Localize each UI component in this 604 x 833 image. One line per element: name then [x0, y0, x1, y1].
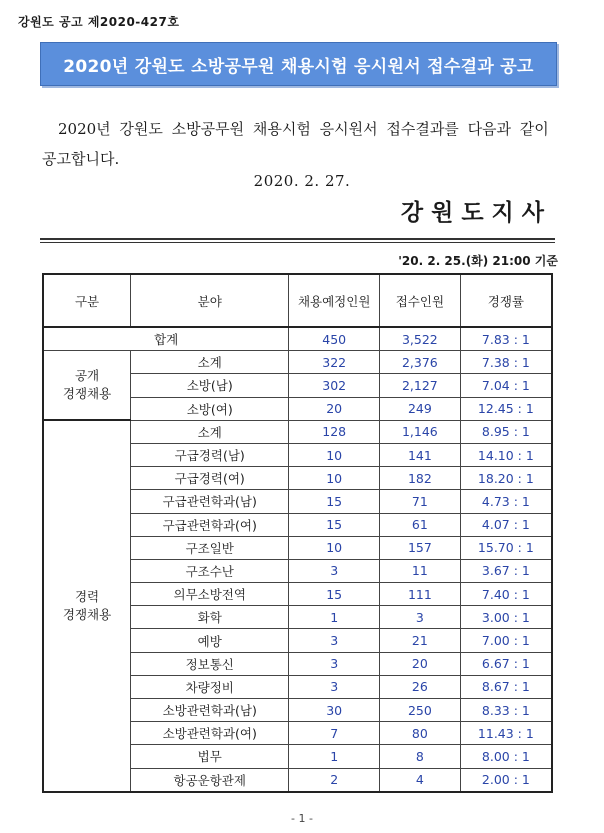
ratio-cell: 8.00 : 1	[460, 745, 552, 768]
applied-cell: 11	[380, 559, 461, 582]
header-applied: 접수인원	[380, 274, 461, 327]
planned-cell: 10	[289, 467, 380, 490]
ratio-cell: 7.04 : 1	[460, 374, 552, 397]
planned-cell: 1	[289, 606, 380, 629]
field-cell: 구급관련학과(남)	[131, 490, 289, 513]
planned-cell: 20	[289, 397, 380, 420]
field-cell: 법무	[131, 745, 289, 768]
ratio-cell: 12.45 : 1	[460, 397, 552, 420]
planned-cell: 128	[289, 420, 380, 443]
planned-cell: 15	[289, 583, 380, 606]
applied-cell: 182	[380, 467, 461, 490]
field-cell: 정보통신	[131, 652, 289, 675]
field-cell: 소계	[131, 420, 289, 443]
applied-cell: 80	[380, 722, 461, 745]
notice-date: 2020. 2. 27.	[253, 172, 351, 190]
ratio-cell: 14.10 : 1	[460, 443, 552, 466]
total-row	[43, 327, 552, 351]
planned-cell: 3	[289, 559, 380, 582]
ratio-cell: 8.67 : 1	[460, 675, 552, 698]
field-cell: 예방	[131, 629, 289, 652]
header-ratio: 경쟁률	[460, 274, 552, 327]
planned-cell: 15	[289, 490, 380, 513]
planned-cell: 3	[289, 652, 380, 675]
ratio-cell: 7.38 : 1	[460, 351, 552, 374]
ratio-cell: 3.67 : 1	[460, 559, 552, 582]
field-cell: 소방(여)	[131, 397, 289, 420]
issuer-name: 강원도지사	[400, 199, 552, 226]
planned-cell: 2	[289, 768, 380, 792]
applied-cell: 4	[380, 768, 461, 792]
results-table	[42, 273, 553, 793]
field-cell: 소방관련학과(남)	[131, 699, 289, 722]
planned-cell: 3	[289, 675, 380, 698]
applied-cell: 20	[380, 652, 461, 675]
planned-cell: 10	[289, 536, 380, 559]
table-header-row	[43, 274, 552, 327]
planned-cell: 1	[289, 745, 380, 768]
applied-cell: 2,376	[380, 351, 461, 374]
header-planned: 채용예정인원	[289, 274, 380, 327]
field-cell: 구급경력(남)	[131, 443, 289, 466]
ratio-cell: 7.40 : 1	[460, 583, 552, 606]
page-number: - 1 -	[291, 812, 313, 825]
group-label: 공개 경쟁채용	[43, 351, 131, 421]
planned-cell: 302	[289, 374, 380, 397]
ratio-cell: 4.07 : 1	[460, 513, 552, 536]
title-banner	[40, 42, 557, 86]
ratio-cell: 8.95 : 1	[460, 420, 552, 443]
field-cell: 소방(남)	[131, 374, 289, 397]
divider-thick	[40, 238, 555, 240]
field-cell: 구조일반	[131, 536, 289, 559]
total-planned: 450	[289, 327, 380, 351]
ratio-cell: 2.00 : 1	[460, 768, 552, 792]
applied-cell: 8	[380, 745, 461, 768]
field-cell: 의무소방전역	[131, 583, 289, 606]
applied-cell: 249	[380, 397, 461, 420]
group-label: 경력 경쟁채용	[43, 420, 131, 792]
field-cell: 구급관련학과(여)	[131, 513, 289, 536]
applied-cell: 3	[380, 606, 461, 629]
applied-cell: 2,127	[380, 374, 461, 397]
field-cell: 화학	[131, 606, 289, 629]
planned-cell: 10	[289, 443, 380, 466]
applied-cell: 26	[380, 675, 461, 698]
header-field: 분야	[131, 274, 289, 327]
ratio-cell: 7.00 : 1	[460, 629, 552, 652]
divider-thin	[40, 242, 555, 243]
ratio-cell: 6.67 : 1	[460, 652, 552, 675]
ratio-cell: 11.43 : 1	[460, 722, 552, 745]
total-label: 합계	[43, 327, 289, 351]
table-row	[43, 420, 552, 443]
planned-cell: 7	[289, 722, 380, 745]
planned-cell: 3	[289, 629, 380, 652]
planned-cell: 322	[289, 351, 380, 374]
applied-cell: 1,146	[380, 420, 461, 443]
planned-cell: 30	[289, 699, 380, 722]
applied-cell: 141	[380, 443, 461, 466]
field-cell: 소계	[131, 351, 289, 374]
basis-timestamp: '20. 2. 25.(화) 21:00 기준	[398, 254, 558, 268]
planned-cell: 15	[289, 513, 380, 536]
field-cell: 구급경력(여)	[131, 467, 289, 490]
ratio-cell: 3.00 : 1	[460, 606, 552, 629]
field-cell: 소방관련학과(여)	[131, 722, 289, 745]
body-paragraph: 2020년 강원도 소방공무원 채용시험 응시원서 접수결과를 다음과 같이 공고합니다.	[42, 120, 549, 168]
applied-cell: 61	[380, 513, 461, 536]
field-cell: 차량정비	[131, 675, 289, 698]
ratio-cell: 15.70 : 1	[460, 536, 552, 559]
applied-cell: 111	[380, 583, 461, 606]
total-ratio: 7.83 : 1	[460, 327, 552, 351]
table-row	[43, 351, 552, 374]
header-category: 구분	[43, 274, 131, 327]
field-cell: 구조수난	[131, 559, 289, 582]
applied-cell: 21	[380, 629, 461, 652]
page-title: 2020년 강원도 소방공무원 채용시험 응시원서 접수결과 공고	[63, 56, 534, 77]
applied-cell: 250	[380, 699, 461, 722]
ratio-cell: 4.73 : 1	[460, 490, 552, 513]
notice-number: 강원도 공고 제2020-427호	[18, 15, 180, 29]
applied-cell: 157	[380, 536, 461, 559]
ratio-cell: 8.33 : 1	[460, 699, 552, 722]
field-cell: 항공운항관제	[131, 768, 289, 792]
total-applied: 3,522	[380, 327, 461, 351]
applied-cell: 71	[380, 490, 461, 513]
ratio-cell: 18.20 : 1	[460, 467, 552, 490]
